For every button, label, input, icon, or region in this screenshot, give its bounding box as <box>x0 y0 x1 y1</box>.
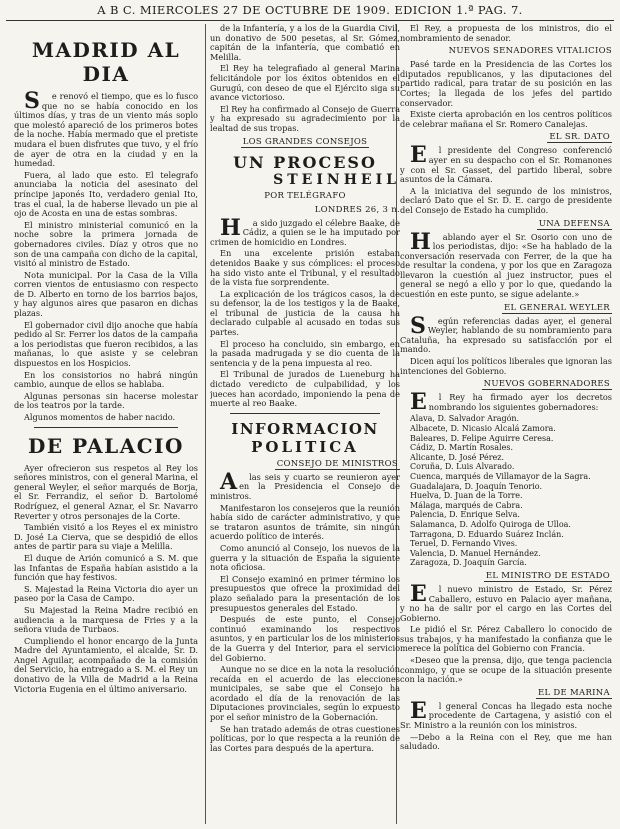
governor-list <box>400 414 612 568</box>
list-item: Teruel, D. Fernando Vives. <box>410 539 518 549</box>
article-paragraph: Algunos momentos de haber nacido. <box>24 412 176 422</box>
article-paragraph: Hablando ayer el Sr. Osorio con uno de los periodistas, dijo: «Se ha hablado de la conversación reservada con Ferrer, de la que ha de resultar la condena, y por los que en Zaragoza llevaron la cuestión al juez instructor, pues el general se negó a ello y por lo que, quedando la cuestión en este punto, se sigue adelante.» <box>400 228 612 300</box>
article-paragraph: Alas seis y cuarto se reunieron ayer en la Presidencia el Consejo de ministros. <box>210 468 400 501</box>
article-paragraph: En los consistorios no habrá ningún cambio, aunque de ellos se hablaba. <box>14 369 198 390</box>
list-item: Albacete, D. Nicasio Alcalá Zamora. <box>410 424 556 433</box>
running-header: A B C. MIERCOLES 27 DE OCTUBRE DE 1909. EDICION 1.ª PAG. 7. <box>97 3 523 17</box>
list-item: Alava, D. Salvador Aragón. <box>410 414 520 424</box>
article-paragraph: Le pidió el Sr. Pérez Caballero lo conocido de sus trabajos, y ha manifestado la confianza que le merece la política del Gobierno con Francia. <box>400 624 612 654</box>
article-paragraph: Algunas personas sin hacerse molestar de los teatros por la tarde. <box>14 390 198 411</box>
list-item: Alicante, D. José Pérez. <box>410 452 505 462</box>
dateline: LONDRES 26, 3 n. <box>314 204 400 215</box>
header-rule <box>6 20 614 21</box>
article-paragraph: También visitó a los Reyes el ex ministro D. José La Cierva, que se despidió de ellos antes de partir para su viaje a Melilla. <box>14 522 198 552</box>
subheading-text: EL DE MARINA <box>537 687 610 698</box>
subheading <box>400 571 612 581</box>
article-paragraph: El Rey ha firmado ayer los decretos nombrando los siguientes gobernadores: <box>410 389 612 416</box>
article-paragraph: El general Concas ha llegado esta noche procedente de Cartagena, y asistió con el Sr. Ministro a la reunión con los ministros. <box>400 697 612 731</box>
list-item: Zaragoza, D. Joaquín García. <box>410 558 527 568</box>
article-paragraph: Pasé tarde en la Presidencia de las Cortes los diputados republicanos, y las diputaciones del partido radical, para tratar de su posición en las Cortes; la llegada de los jefes del partido conservador. <box>400 59 612 108</box>
list-item: Coruña, D. Luis Alvarado. <box>410 462 515 472</box>
subheading <box>400 379 612 389</box>
article-paragraph: «Deseo que la prensa, dijo, que tenga paciencia conmigo, y que se ocupe de la situación presente con la nación.» <box>400 655 612 685</box>
section-rule <box>230 413 380 414</box>
subheading <box>210 459 400 469</box>
subheading-text: CONSEJO DE MINISTROS <box>276 458 398 469</box>
article-paragraph: Ayer ofrecieron sus respetos al Rey los señores ministros, con el general Marina, el general Weyler, el señor marqués de Borja, el Sr. Ferrandiz, el señor D. Bartolomé Rodríguez, el general Aznar, el Sr. Navarro Reverter y otros personajes de la Corte. <box>14 462 198 521</box>
article-paragraph: Cumpliendo el honor encargo de la Junta Madre del Ayuntamiento, el alcalde, Sr. D. Angel Aguilar, acompañado de la comisión del Servicio, ha entregado a S. M. el Rey un donativo de la Villa de Madrid a la Reina Victoria Eugenia en el último aniversario. <box>14 635 198 694</box>
list-item: Palencia, D. Enrique Selva. <box>410 510 520 520</box>
article-paragraph: Su Majestad la Reina Madre recibió en audiencia a la marquesa de Fries y a la señora viuda de Turbaos. <box>14 604 198 635</box>
list-item: Salamanca, D. Adolfo Quiroga de Ulloa. <box>410 519 571 529</box>
list-item: Cuenca, marqués de Villamayor de la Sagra. <box>410 471 591 481</box>
subheading-text: EL SR. DATO <box>549 132 610 143</box>
article-paragraph: La explicación de los trágicos casos, la de su defensor, la de los testigos y la de Baake, el tribunal de justicia de la causa ha declarado culpable al acusado en todas sus partes. <box>210 288 400 338</box>
column-left <box>14 24 198 826</box>
article-paragraph: Como anunció al Consejo, los nuevos de la guerra y la situación de España la siguiente nota oficiosa. <box>210 542 400 573</box>
article-paragraph: El Tribunal de jurados de Lueneburg ha dictado veredicto de culpabilidad, y los jueces han acordado, imponiendo la pena de muerte al reo Baake. <box>210 369 400 409</box>
subheading <box>400 132 612 142</box>
subheading: NUEVOS SENADORES VITALICIOS <box>448 46 612 57</box>
article-paragraph: El proceso ha concluido, sin embargo, en la pasada madrugada y se dio cuenta de la sentencia y de la pena impuesta al reo. <box>210 338 400 368</box>
column-right <box>400 24 612 826</box>
article-paragraph: El gobernador civil dijo anoche que había pedido al Sr. Ferrer los datos de la campaña a los periodistas que fueron recibidos, a las mañanas, lo que asiste y se celebran dispuestos en los Hospicios. <box>14 319 198 369</box>
article-paragraph: Dicen aquí los políticos liberales que ignoran las intenciones del Gobierno. <box>400 356 612 376</box>
subheading-text: UNA DEFENSA <box>538 218 610 229</box>
list-item: Valencia, D. Manuel Hernández. <box>410 548 541 558</box>
article-paragraph: Existe cierta aprobación en los centros políticos de celebrar mañana el Sr. Romero Canalejas. <box>400 109 612 129</box>
article-paragraph: El Rey ha confirmado al Consejo de Guerra y ha expresado su agradecimiento por la lealtad de sus tropas. <box>210 103 400 133</box>
article-paragraph: El Rey, a propuesta de los ministros, dio el nombramiento de senador. <box>400 24 612 43</box>
article-paragraph: S. Majestad la Reina Victoria dio ayer un paseo por la Casa de Campo. <box>14 583 198 604</box>
section-heading-steinheil: STEINHEIL <box>273 171 400 188</box>
subheading-text: EL MINISTRO DE ESTADO <box>485 570 610 581</box>
list-item: Guadalajara, D. Joaquín Tenorio. <box>410 481 543 491</box>
subheading: POR TELÉGRAFO <box>264 190 346 201</box>
article-paragraph: Después de este punto, el Consejo continuó examinando los respectivos asuntos, y en particular los de los ministerios de la Guerra y del Interior, para el servicio del Gobierno. <box>210 614 400 663</box>
subheading <box>400 688 612 698</box>
article-paragraph: A la iniciativa del segundo de los ministros, declaró Dato que el Sr. D. E. cargo de presidente del Consejo de Estado ha cumplido. <box>400 185 612 215</box>
article-paragraph: Aunque no se dice en la nota la resolución recaída en el acuerdo de las elecciones municipales, se sabe que el Consejo ha acordado el día de la renovación de las Diputaciones provinciales, según lo expuesto por el señor ministro de la Gobernación. <box>210 664 400 723</box>
section-heading-informacion: INFORMACION <box>231 419 379 438</box>
subheading-text: LOS GRANDES CONSEJOS <box>242 136 368 147</box>
article-paragraph: El Consejo examinó en primer término los presupuestos que ofrece la proximidad del plazo señalado para la presentación de los presupuestos generales del Estado. <box>210 573 400 613</box>
article-paragraph: El nuevo ministro de Estado, Sr. Pérez Caballero, estuvo en Palacio ayer mañana, y no ha de salir por el cargo en las Cortes del Gobierno. <box>400 580 612 623</box>
subheading <box>400 219 612 229</box>
article-paragraph: Según referencias dadas ayer, el general Weyler, hablando de su nombramiento para Cataluña, ha expresado su satisfacción por el mando. <box>400 312 612 355</box>
subheading-text: NUEVOS GOBERNADORES <box>483 379 610 390</box>
article-paragraph: El ministro ministerial comunicó en la noche sobre la primera jornada de gobernadores civiles. Díaz y otros que no son de una campaña con dicho de la capital, visitó al ministro de Estado. <box>14 219 198 269</box>
article-paragraph: Manifestaron los consejeros que la reunión había sido de carácter administrativo, y que se trataron asuntos de trámite, sin ningún acuerdo político de interés. <box>210 502 400 542</box>
section-heading-proceso: UN PROCESO <box>233 152 377 172</box>
article-paragraph: En una excelente prisión estaban detenidos Baake y sus cómplices: el proceso ha sido visto ante el Tribunal, y el resultado de la vista fue sorprendente. <box>210 248 400 288</box>
article-paragraph: —Debo a la Reina con el Rey, que me han saludado. <box>400 731 612 752</box>
list-item: Tarragona, D. Eduardo Suárez Inclán. <box>410 529 564 539</box>
article-paragraph: Se renovó el tiempo, que es lo fusco que no se había conocido en los últimos días, y tras de un viento más soplo que molestó apareció de los primeros botes de la noche. Había mermado que el pretiste mudara el buen disfrutes que tuvo, y el frío de ayer de otra en la ciudad y en la humedad. <box>14 88 198 169</box>
list-item: Cádiz, D. Martín Rosales. <box>410 443 513 453</box>
section-heading-palacio: DE PALACIO <box>28 433 184 458</box>
subheading <box>400 303 612 313</box>
article-paragraph: El Rey ha telegrafiado al general Marina felicitándole por los éxitos obtenidos en el Gurugú, con deseo de que el Ejército siga su avance victorioso. <box>210 63 400 103</box>
section-rule <box>34 427 178 428</box>
article-paragraph: Se han tratado además de otras cuestiones políticas, por lo que respecta a la reunión de las Cortes para después de la apertura. <box>210 723 400 753</box>
column-middle <box>210 24 400 826</box>
subheading-text: EL GENERAL WEYLER <box>504 302 610 313</box>
article-paragraph: Ha sido juzgado el célebre Baake, de Cádiz, a quien se le ha imputado por crimen de homicidio en Londres. <box>210 214 400 247</box>
article-paragraph: El duque de Arión comunicó a S. M. que las Infantas de España habían asistido a la función que hay festivos. <box>14 552 198 583</box>
list-item: Málaga, marqués de Cabra. <box>410 500 523 510</box>
article-paragraph: Nota municipal. Por la Casa de la Villa corren vientos de entusiasmo con respecto de D. Alberto en torno de los barrios bajos, y hay algunos aires que pasaron en dichas plazas. <box>14 269 198 319</box>
article-paragraph: El presidente del Congreso conferenció ayer en su despacho con el Sr. Romanones y con el Sr. Gasset, del partido liberal, sobre asuntos de la Cámara. <box>400 142 612 185</box>
article-paragraph: de la Infantería, y a los de la Guardia Civil, un donativo de 500 pesetas, al Sr. Gómez, capitán de la infantería, que combatió en Melilla. <box>210 24 400 62</box>
list-item: Baleares, D. Felipe Aguirre Ceresa. <box>410 433 554 443</box>
article-paragraph: Fuera, al lado que esto. El telegrafo anunciaba la noticia del asesinato del príncipe japonés Ito, verdadero genial Ito, tras el cual, la de haberse llevado un pie al ojo de Acosta en una de estas sombras. <box>14 169 198 219</box>
section-heading-madrid: MADRID AL DIA <box>31 38 181 86</box>
column-divider <box>205 24 206 824</box>
subheading <box>210 137 400 147</box>
section-heading-politica: POLITICA <box>251 437 359 456</box>
list-item: Huelva, D. Juan de la Torre. <box>410 491 523 501</box>
